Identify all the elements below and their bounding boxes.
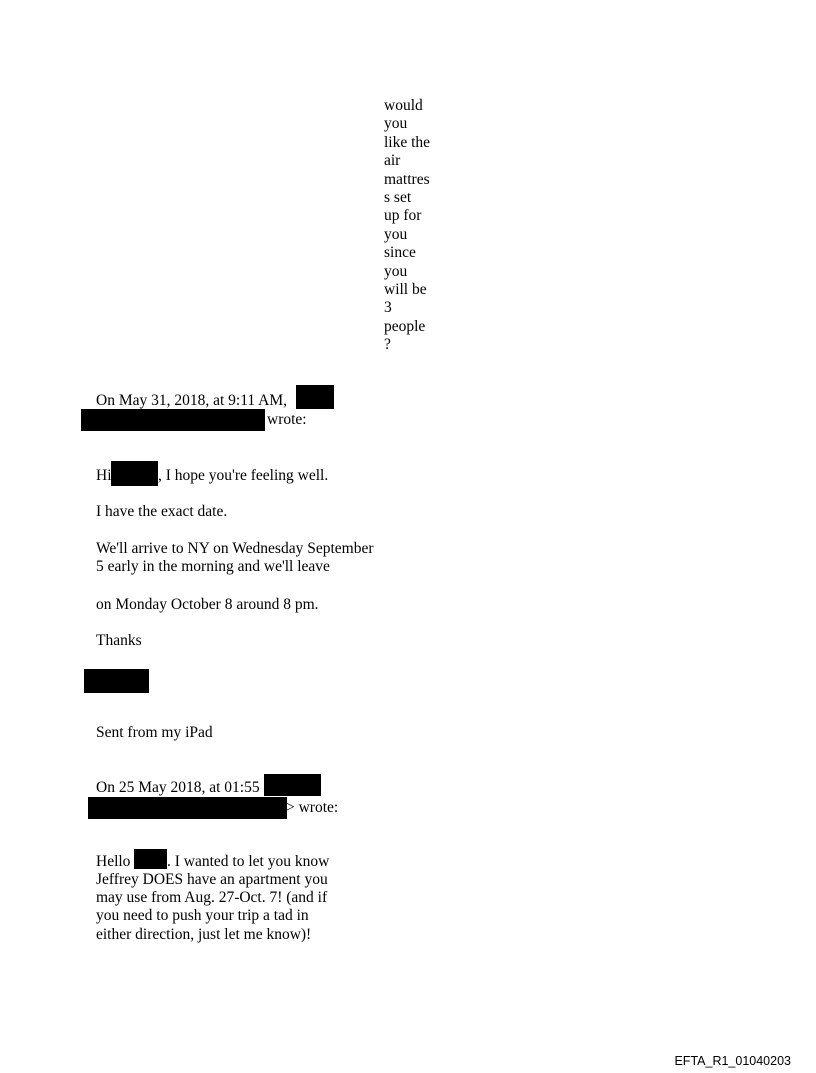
redaction-box (296, 385, 334, 409)
narrow-line: would (384, 97, 423, 114)
email1-greeting-start: Hi (96, 467, 112, 484)
redaction-box (264, 774, 321, 796)
email2-body: Jeffrey DOES have an apartment you (96, 871, 328, 888)
document-id-footer: EFTA_R1_01040203 (674, 1054, 791, 1068)
email2-body-start: Hello (96, 853, 131, 870)
email1-paragraph: I have the exact date. (96, 503, 228, 520)
email2-body: you need to push your trip a tad in (96, 907, 309, 924)
email1-header-line1: On May 31, 2018, at 9:11 AM, (96, 392, 288, 409)
redaction-box (88, 797, 287, 819)
narrow-line: you (384, 225, 408, 243)
email1-paragraph: on Monday October 8 around 8 pm. (96, 596, 319, 613)
email2-body: may use from Aug. 27-Oct. 7! (and if (96, 889, 328, 906)
email1-paragraph: 5 early in the morning and we'll leave (96, 558, 330, 575)
narrow-line: s set (384, 188, 412, 206)
narrow-line: air (384, 152, 401, 170)
redaction-box (134, 849, 167, 869)
narrow-line: you (384, 262, 408, 280)
narrow-line: since (384, 244, 416, 262)
redaction-box (111, 461, 158, 486)
narrow-line: like the (384, 133, 431, 151)
narrow-line: people (384, 317, 426, 335)
narrow-line: 3 (384, 299, 392, 317)
email1-signature: Sent from my iPad (96, 724, 213, 741)
narrow-line: ? (384, 336, 391, 354)
narrow-line: you (384, 115, 408, 133)
email2-header-line1: On 25 May 2018, at 01:55 (96, 779, 260, 796)
redaction-box (84, 669, 149, 693)
narrow-line: mattres (384, 170, 430, 188)
email1-paragraph: We'll arrive to NY on Wednesday September (96, 540, 374, 557)
redaction-box (81, 409, 265, 431)
narrow-line: up for (384, 207, 422, 225)
narrow-reply-text (384, 97, 430, 354)
email2-body: either direction, just let me know)! (96, 926, 312, 943)
narrow-line: will be (384, 280, 427, 298)
email2-header-line2: > wrote: (286, 799, 339, 816)
email2-body-end: . I wanted to let you know (167, 853, 330, 870)
email1-greeting-end: , I hope you're feeling well. (158, 467, 329, 484)
email1-thanks: Thanks (96, 632, 142, 649)
email1-header-line2: wrote: (267, 411, 307, 428)
